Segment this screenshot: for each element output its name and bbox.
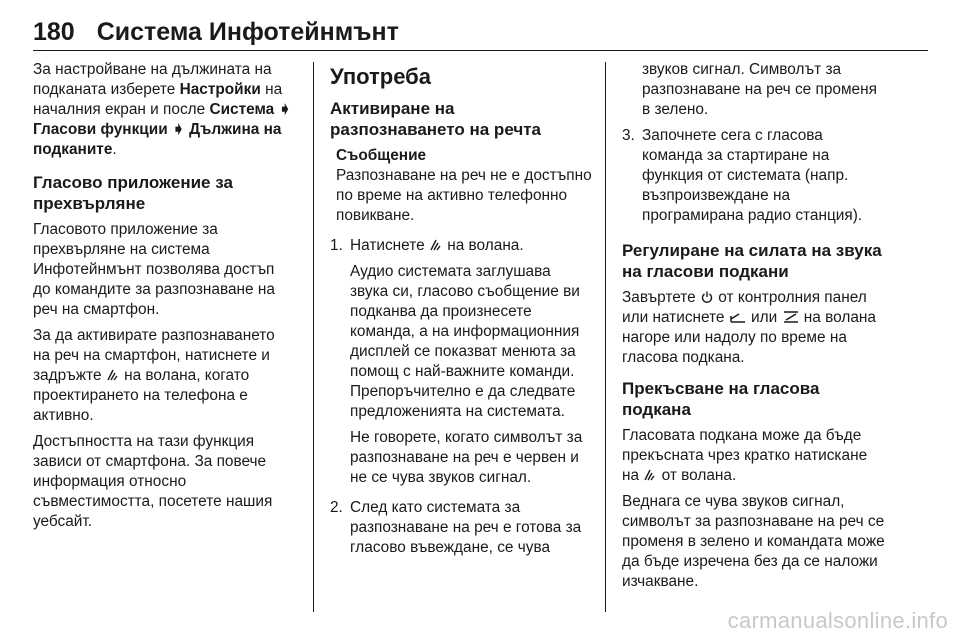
activate-recognition-heading: Активиране на разпознаването на речта (330, 99, 541, 139)
interrupt-detail-paragraph: Веднага се чува звуков сигнал, символът за разпознаване на реч се променя в зелено и командата може да бъде изречена без да се наложи изчакване. (622, 493, 885, 590)
volume-down-icon (782, 310, 800, 324)
voice-command-icon (106, 368, 120, 382)
step-number: 3. (622, 127, 635, 144)
volume-paragraph: Завъртете от контролния панел или натиснете или на волана нагоре или надолу по време на гласова подкана. (622, 289, 876, 366)
chapter-title: Система Инфотейнмънт (96, 18, 399, 46)
list-item-step-1: 1. Натиснете на волана. Аудио системата заглушава звука си, гласово съобщение ви подканва да произнесете команда, а на информационния дисплей се показват менюта за помощ с най-важните команди. Препоръчително е да следвате предложенията на системата. Не говорете, когато символът за разпознаване на реч е червен и не се чува звуков сигнал. (330, 236, 592, 494)
column-3 (622, 60, 886, 598)
step-number: 1. (330, 237, 343, 254)
notice-box (330, 146, 592, 226)
column-divider-1 (313, 62, 314, 612)
menu-arrow-icon: ➧ (171, 121, 185, 138)
volume-up-icon (729, 310, 747, 324)
system-menu-path: Система (209, 101, 275, 118)
notice-text: Разпознаване на реч не е достъпно по време на активно телефонно повикване. (336, 167, 592, 224)
voice-passthrough-heading: Гласово приложение за прехвърляне (33, 173, 233, 213)
page-number: 180 (33, 18, 75, 46)
volume-heading: Регулиране на силата на звука на гласови подкани (622, 241, 882, 281)
column-divider-2 (605, 62, 606, 612)
step-1-warning: Не говорете, когато символът за разпознаване на реч е червен и не се чува звуков сигнал. (350, 429, 583, 486)
step-number: 2. (330, 499, 343, 516)
prompt-length-paragraph: За настройване на дължината на подканата изберете Настройки на началния екран и после Система ➧ Гласови функции ➧ Дължина на подканите. (33, 61, 292, 158)
menu-arrow-icon: ➧ (278, 101, 292, 118)
interrupt-heading: Прекъсване на гласова подкана (622, 379, 820, 419)
page-header (33, 0, 928, 50)
list-item-step-3 (622, 126, 886, 232)
column-1 (33, 60, 295, 538)
interrupt-paragraph: Гласовата подкана може да бъде прекъсната чрез кратко натискане на от волана. (622, 427, 868, 484)
usage-heading: Употреба (330, 64, 432, 89)
list-item-step-2 (330, 498, 592, 564)
notice-title: Съобщение (336, 147, 427, 164)
voice-command-icon (643, 468, 657, 482)
activate-smartphone-voice-paragraph: За да активирате разпознаването на реч на смартфон, натиснете и задръжте на волана, когато проектирането на телефона е активно. (33, 327, 275, 424)
column-2 (330, 60, 592, 568)
step-1-detail: Аудио системата заглушава звука си, гласово съобщение ви подканва да произнесете команда, а на информационния дисплей се показват менюта за помощ с най-важните команди. Препоръчително е да следвате предложенията на системата. (350, 263, 580, 420)
power-knob-icon (700, 290, 714, 304)
step-2-text: След като системата за разпознаване на реч е готова за гласово въвеждане, се чува (350, 499, 582, 556)
header-rule (33, 50, 928, 51)
availability-paragraph: Достъпността на тази функция зависи от смартфона. За повече информация относно съвместимостта, посетете нашия уебсайт. (33, 433, 273, 530)
voice-passthrough-paragraph: Гласовото приложение за прехвърляне на система Инфотейнмънт позволява достъп до командите за разпознаване на реч на смартфон. (33, 221, 275, 318)
prompt-length-menu-path: Дължина на подканите (33, 121, 282, 158)
step-2-continuation: звуков сигнал. Символът за разпознаване на реч се променя в зелено. (642, 61, 877, 118)
step-3-text: Започнете сега с гласова команда за стартиране на функция от системата (напр. възпроизвеждане на програмирана радио станция). (642, 127, 863, 224)
voice-functions-menu-path: Гласови функции (33, 121, 168, 138)
settings-menu-path: Настройки (179, 81, 261, 98)
watermark: carmanualsonline.info (727, 608, 948, 633)
voice-command-icon (429, 238, 443, 252)
